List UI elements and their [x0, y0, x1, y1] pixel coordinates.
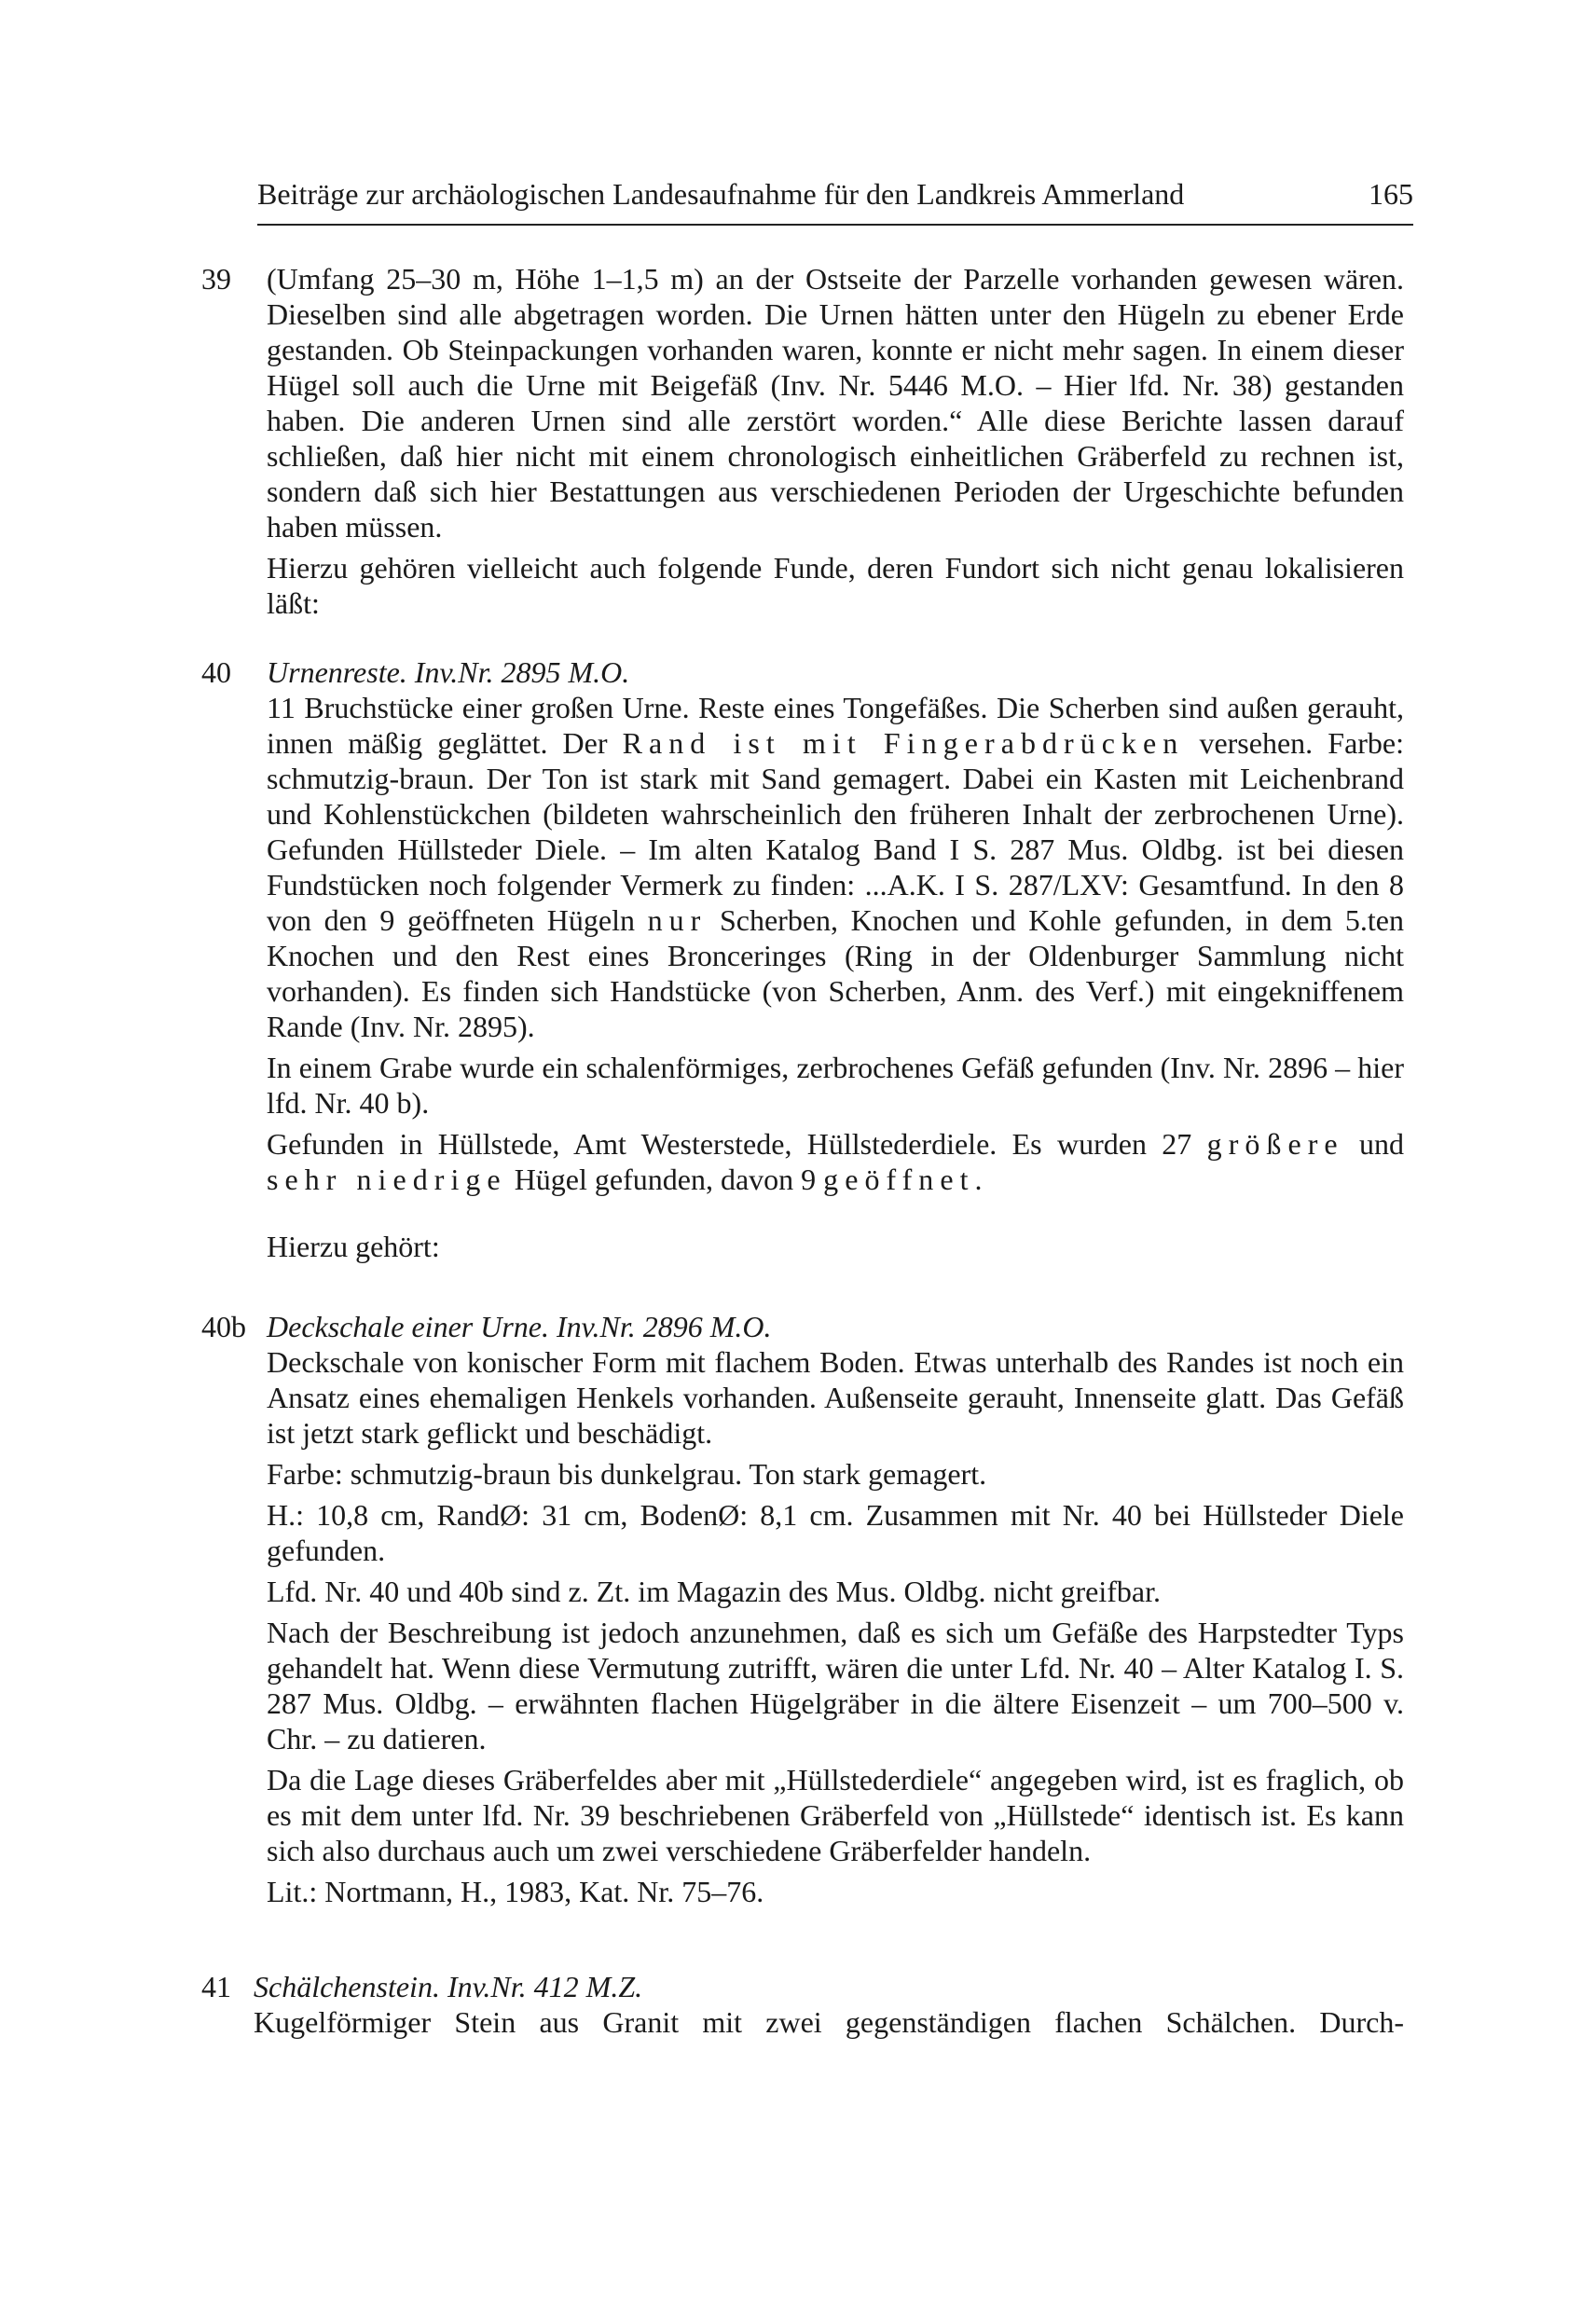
- entry-body: [254, 1969, 1404, 2045]
- text-run: Hügel gefunden, davon 9: [506, 1163, 824, 1196]
- running-header: [257, 170, 1413, 218]
- paragraph: Lfd. Nr. 40 und 40b sind z. Zt. im Magazin des Mus. Oldbg. nicht greifbar.: [267, 1575, 1161, 1608]
- entry-number: 39: [201, 262, 231, 296]
- entry-body: [267, 1309, 1404, 1915]
- entry-title: Schälchenstein. Inv.Nr. 412 M.Z.: [254, 1970, 643, 2003]
- paragraph: [267, 1126, 1404, 1197]
- text-run: Gefunden in Hüllstede, Amt Westerstede, Hüllstederdiele. Es wurden 27: [267, 1127, 1207, 1161]
- entry-title: Urnenreste. Inv.Nr. 2895 M.O.: [267, 655, 630, 689]
- paragraph: Kugelförmiger Stein aus Granit mit zwei gegenständigen flachen Schälchen. Durch-: [254, 2005, 1404, 2039]
- entry-title: Deckschale einer Urne. Inv.Nr. 2896 M.O.: [267, 1310, 772, 1343]
- entry-number: 40: [201, 655, 231, 689]
- spaced-text: Rand ist mit Fingerabdrücken: [622, 726, 1185, 760]
- paragraph: H.: 10,8 cm, RandØ: 31 cm, BodenØ: 8,1 cm. Zusammen mit Nr. 40 bei Hüllsteder Diele gefunden.: [267, 1498, 1404, 1567]
- text-run: .: [974, 1163, 983, 1196]
- entry-body: [267, 654, 1404, 1270]
- paragraph: Nach der Beschreibung ist jedoch anzunehmen, daß es sich um Gefäße des Harpstedter Typs gehandelt hat. Wenn diese Vermutung zutrifft, wären die unter Lfd. Nr. 40 – Alter Katalog I. S. 287 Mus. Oldbg. – erwähnten flachen Hügelgräber in die ältere Eisenzeit – um 700–500 v. Chr. – zu datieren.: [267, 1616, 1404, 1755]
- paragraph: [267, 690, 1404, 1044]
- entry-number: 41: [201, 1970, 231, 2003]
- text-run: versehen. Farbe: schmutzig-braun. Der Ton ist stark mit Sand gemagert. Dabei ein Kasten mit Leichenbrand und Kohlenstückchen (bildeten wahrscheinlich den früheren Inhalt der zerbrochenen Urne). Gefunden Hüllsteder Diele. – Im alten Katalog Band I S. 287 Mus. Oldbg. ist bei diesen Fundstücken noch folgender Vermerk zu finden: ...A.K. I S. 287/LXV: Gesamtfund. In den 8 von den 9 geöffneten Hügeln: [267, 726, 1405, 937]
- paragraph: Deckschale von konischer Form mit flachem Boden. Etwas unterhalb des Randes ist noch ein Ansatz eines ehemaligen Henkels vorhanden. Außenseite gerauht, Innenseite glatt. Das Gefäß ist jetzt stark geflickt und beschädigt.: [267, 1345, 1404, 1450]
- header-rule: [257, 224, 1413, 226]
- spaced-text: größere: [1206, 1127, 1344, 1161]
- page-number: 165: [1369, 177, 1413, 211]
- running-title: Beiträge zur archäologischen Landesaufnahme für den Landkreis Ammerland: [257, 177, 1185, 211]
- paragraph: Da die Lage dieses Gräberfeldes aber mit „Hüllstederdiele“ angegeben wird, ist es fraglich, ob es mit dem unter lfd. Nr. 39 beschriebenen Gräberfeld von „Hüllstede“ identisch ist. Es kann sich also durchaus auch um zwei verschiedene Gräberfelder handeln.: [267, 1763, 1404, 1867]
- text-run: und: [1343, 1127, 1405, 1161]
- entry-number: 40b: [201, 1310, 246, 1343]
- paragraph: (Umfang 25–30 m, Höhe 1–1,5 m) an der Ostseite der Parzelle vorhanden gewesen wären. Dieselben sind alle abgetragen worden. Die Urnen hätten unter den Hügeln zu ebener Erde gestanden. Ob Steinpackungen vorhanden waren, konnte er nicht mehr sagen. In einem dieser Hügel soll auch die Urne mit Beigefäß (Inv. Nr. 5446 M.O. – Hier lfd. Nr. 38) gestanden haben. Die anderen Urnen sind alle zerstört worden.“ Alle diese Berichte lassen darauf schließen, daß hier nicht mit einem chronologisch einheitlichen Gräberfeld zu rechnen ist, sondern daß sich hier Bestattungen aus verschiedenen Perioden der Urgeschichte befunden haben müssen.: [267, 262, 1404, 544]
- paragraph: Hierzu gehören vielleicht auch folgende Funde, deren Fundort sich nicht genau lokalisieren läßt:: [267, 551, 1404, 620]
- text-run: 11 Bruchstücke einer großen Urne. Reste eines Tongefäßes. Die Scherben sind außen gerauht, innen mäßig geglättet. Der: [267, 691, 1404, 760]
- spaced-text: nur: [647, 903, 708, 937]
- paragraph: Hierzu gehört:: [267, 1230, 440, 1263]
- paragraph: Lit.: Nortmann, H., 1983, Kat. Nr. 75–76.: [267, 1875, 764, 1908]
- spaced-text: geöffnet: [823, 1163, 975, 1196]
- text-run: Scherben, Knochen und Kohle gefunden, in dem 5.ten Knochen und den Rest eines Bronceringes (Ring in der Oldenburger Sammlung nicht vorhanden). Es finden sich Handstücke (von Scherben, Anm. des Verf.) mit eingekniffenem Rande (Inv. Nr. 2895).: [267, 903, 1405, 1043]
- paragraph: In einem Grabe wurde ein schalenförmiges, zerbrochenes Gefäß gefunden (Inv. Nr. 2896 – hier lfd. Nr. 40 b).: [267, 1051, 1404, 1120]
- entry-body: [267, 261, 1404, 626]
- paragraph: Farbe: schmutzig-braun bis dunkelgrau. Ton stark gemagert.: [267, 1457, 987, 1491]
- spaced-text: sehr niedrige: [267, 1163, 507, 1196]
